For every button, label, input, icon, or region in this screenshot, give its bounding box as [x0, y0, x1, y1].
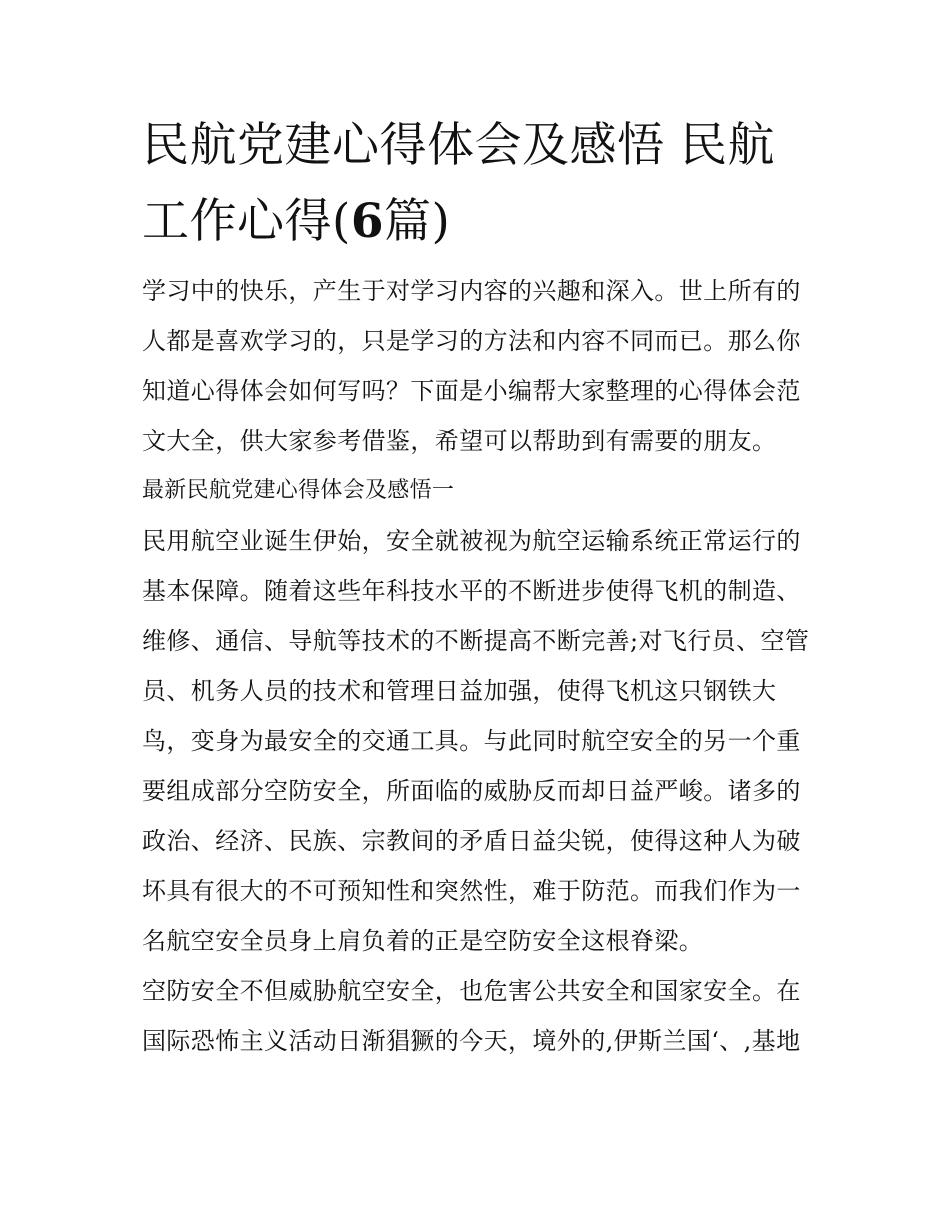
section-heading: 最新民航党建心得体会及感悟一: [142, 478, 455, 503]
title-end: 篇): [384, 194, 451, 249]
document-title: [142, 108, 812, 260]
title-main: 民航党建心得体会及感悟 民航工作心得(: [142, 118, 775, 249]
document-body: [142, 108, 822, 1066]
body-paragraph-1: 民用航空业诞生伊始，安全就被视为航空运输系统正常运行的基本保障。随着这些年科技水平的不断进步使得飞机的制造、维修、通信、导航等技术的不断提高不断完善;对飞行员、空管员、机务人员的技术和管理日益加强，使得飞机这只钢铁大鸟，变身为最安全的交通工具。与此同时航空安全的另一个重要组成部分空防安全，所面临的威胁反而却日益严峻。诸多的政治、经济、民族、宗教间的矛盾日益尖锐，使得这种人为破坏具有很大的不可预知性和突然性，难于防范。而我们作为一名航空安全员身上肩负着的正是空防安全这根脊梁。: [142, 527, 810, 955]
intro-paragraph: 学习中的快乐，产生于对学习内容的兴趣和深入。世上所有的人都是喜欢学习的，只是学习的方法和内容不同而已。那么你知道心得体会如何写吗？下面是小编帮大家整理的心得体会范文大全，供大家参考借鉴，希望可以帮助到有需要的朋友。: [142, 277, 801, 455]
body-paragraph-2: 空防安全不但威胁航空安全，也危害公共安全和国家安全。在国际恐怖主义活动日渐猖獗的今天，境外的,伊斯兰国‘、,基地: [142, 977, 801, 1055]
title-number: 6: [350, 194, 385, 249]
